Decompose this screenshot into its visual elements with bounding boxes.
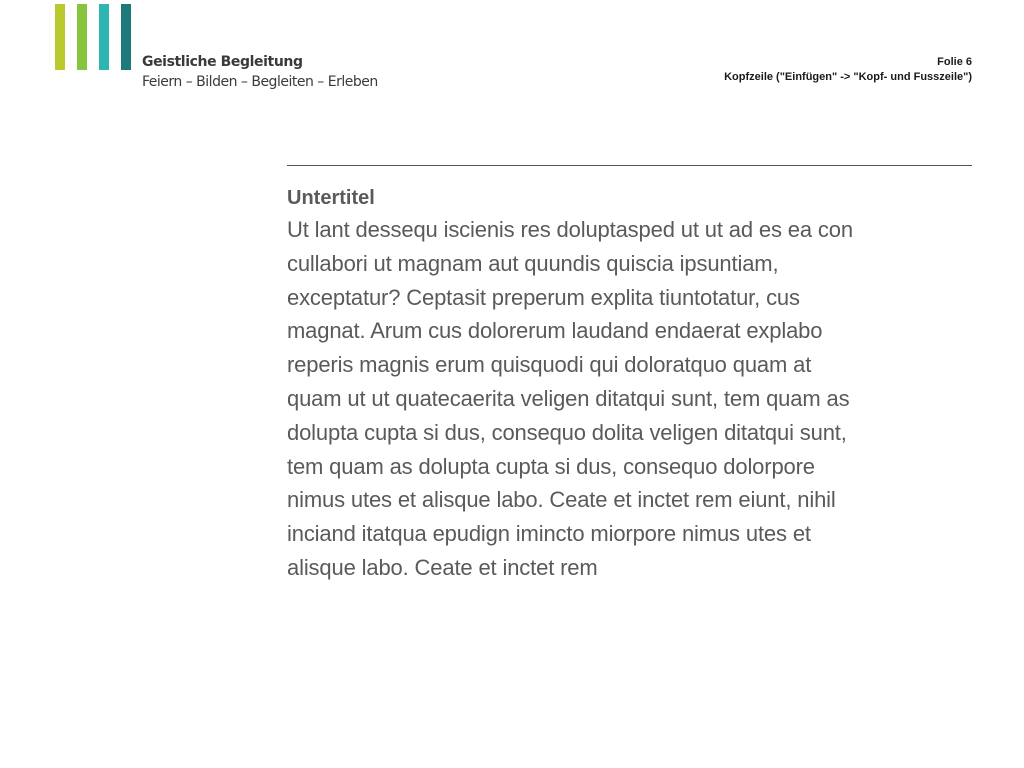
body-line: Ut lant dessequ iscienis res doluptasped ut ut ad es ea con [287, 217, 853, 242]
body-line: alisque labo. Ceate et inctet rem [287, 554, 598, 580]
divider [287, 165, 972, 166]
logo-bar-4 [121, 4, 131, 70]
logo-bar-2 [77, 4, 87, 70]
logo [55, 4, 378, 94]
body-line: exceptatur? Ceptasit preperum explita tiuntotatur, cus [287, 284, 800, 310]
subtitle: Untertitel [287, 187, 375, 209]
logo-tagline: Feiern – Bilden – Begleiten – Erleben [142, 74, 378, 90]
body-line: tem quam as dolupta cupta si dus, consequo dolorpore [287, 453, 815, 479]
content-area [287, 183, 977, 585]
body-text [287, 213, 977, 585]
body-line: magnat. Arum cus dolorerum laudand endaerat explabo [287, 318, 823, 344]
header-note: Kopfzeile ("Einfügen" -> "Kopf- und Fusszeile") [724, 71, 972, 83]
header-info [724, 55, 972, 85]
logo-bar-3 [99, 4, 109, 70]
logo-name: Geistliche Begleitung [142, 54, 303, 70]
body-line: reperis magnis erum quisquodi qui doloratquo quam at [287, 352, 812, 378]
logo-bar-1 [55, 4, 65, 70]
logo-bars [55, 4, 135, 70]
body-line: cullabori ut magnam aut quundis quiscia ipsuntiam, [287, 250, 779, 276]
body-line: nimus utes et alisque labo. Ceate et inctet rem eiunt, nihil [287, 487, 836, 513]
slide-number: Folie 6 [937, 56, 972, 68]
body-line: quam ut ut quatecaerita veligen ditatqui sunt, tem quam as [287, 385, 850, 411]
body-line: dolupta cupta si dus, consequo dolita veligen ditatqui sunt, [287, 419, 847, 445]
body-line: inciand itatqua epudign imincto miorpore nimus utes et [287, 521, 811, 547]
